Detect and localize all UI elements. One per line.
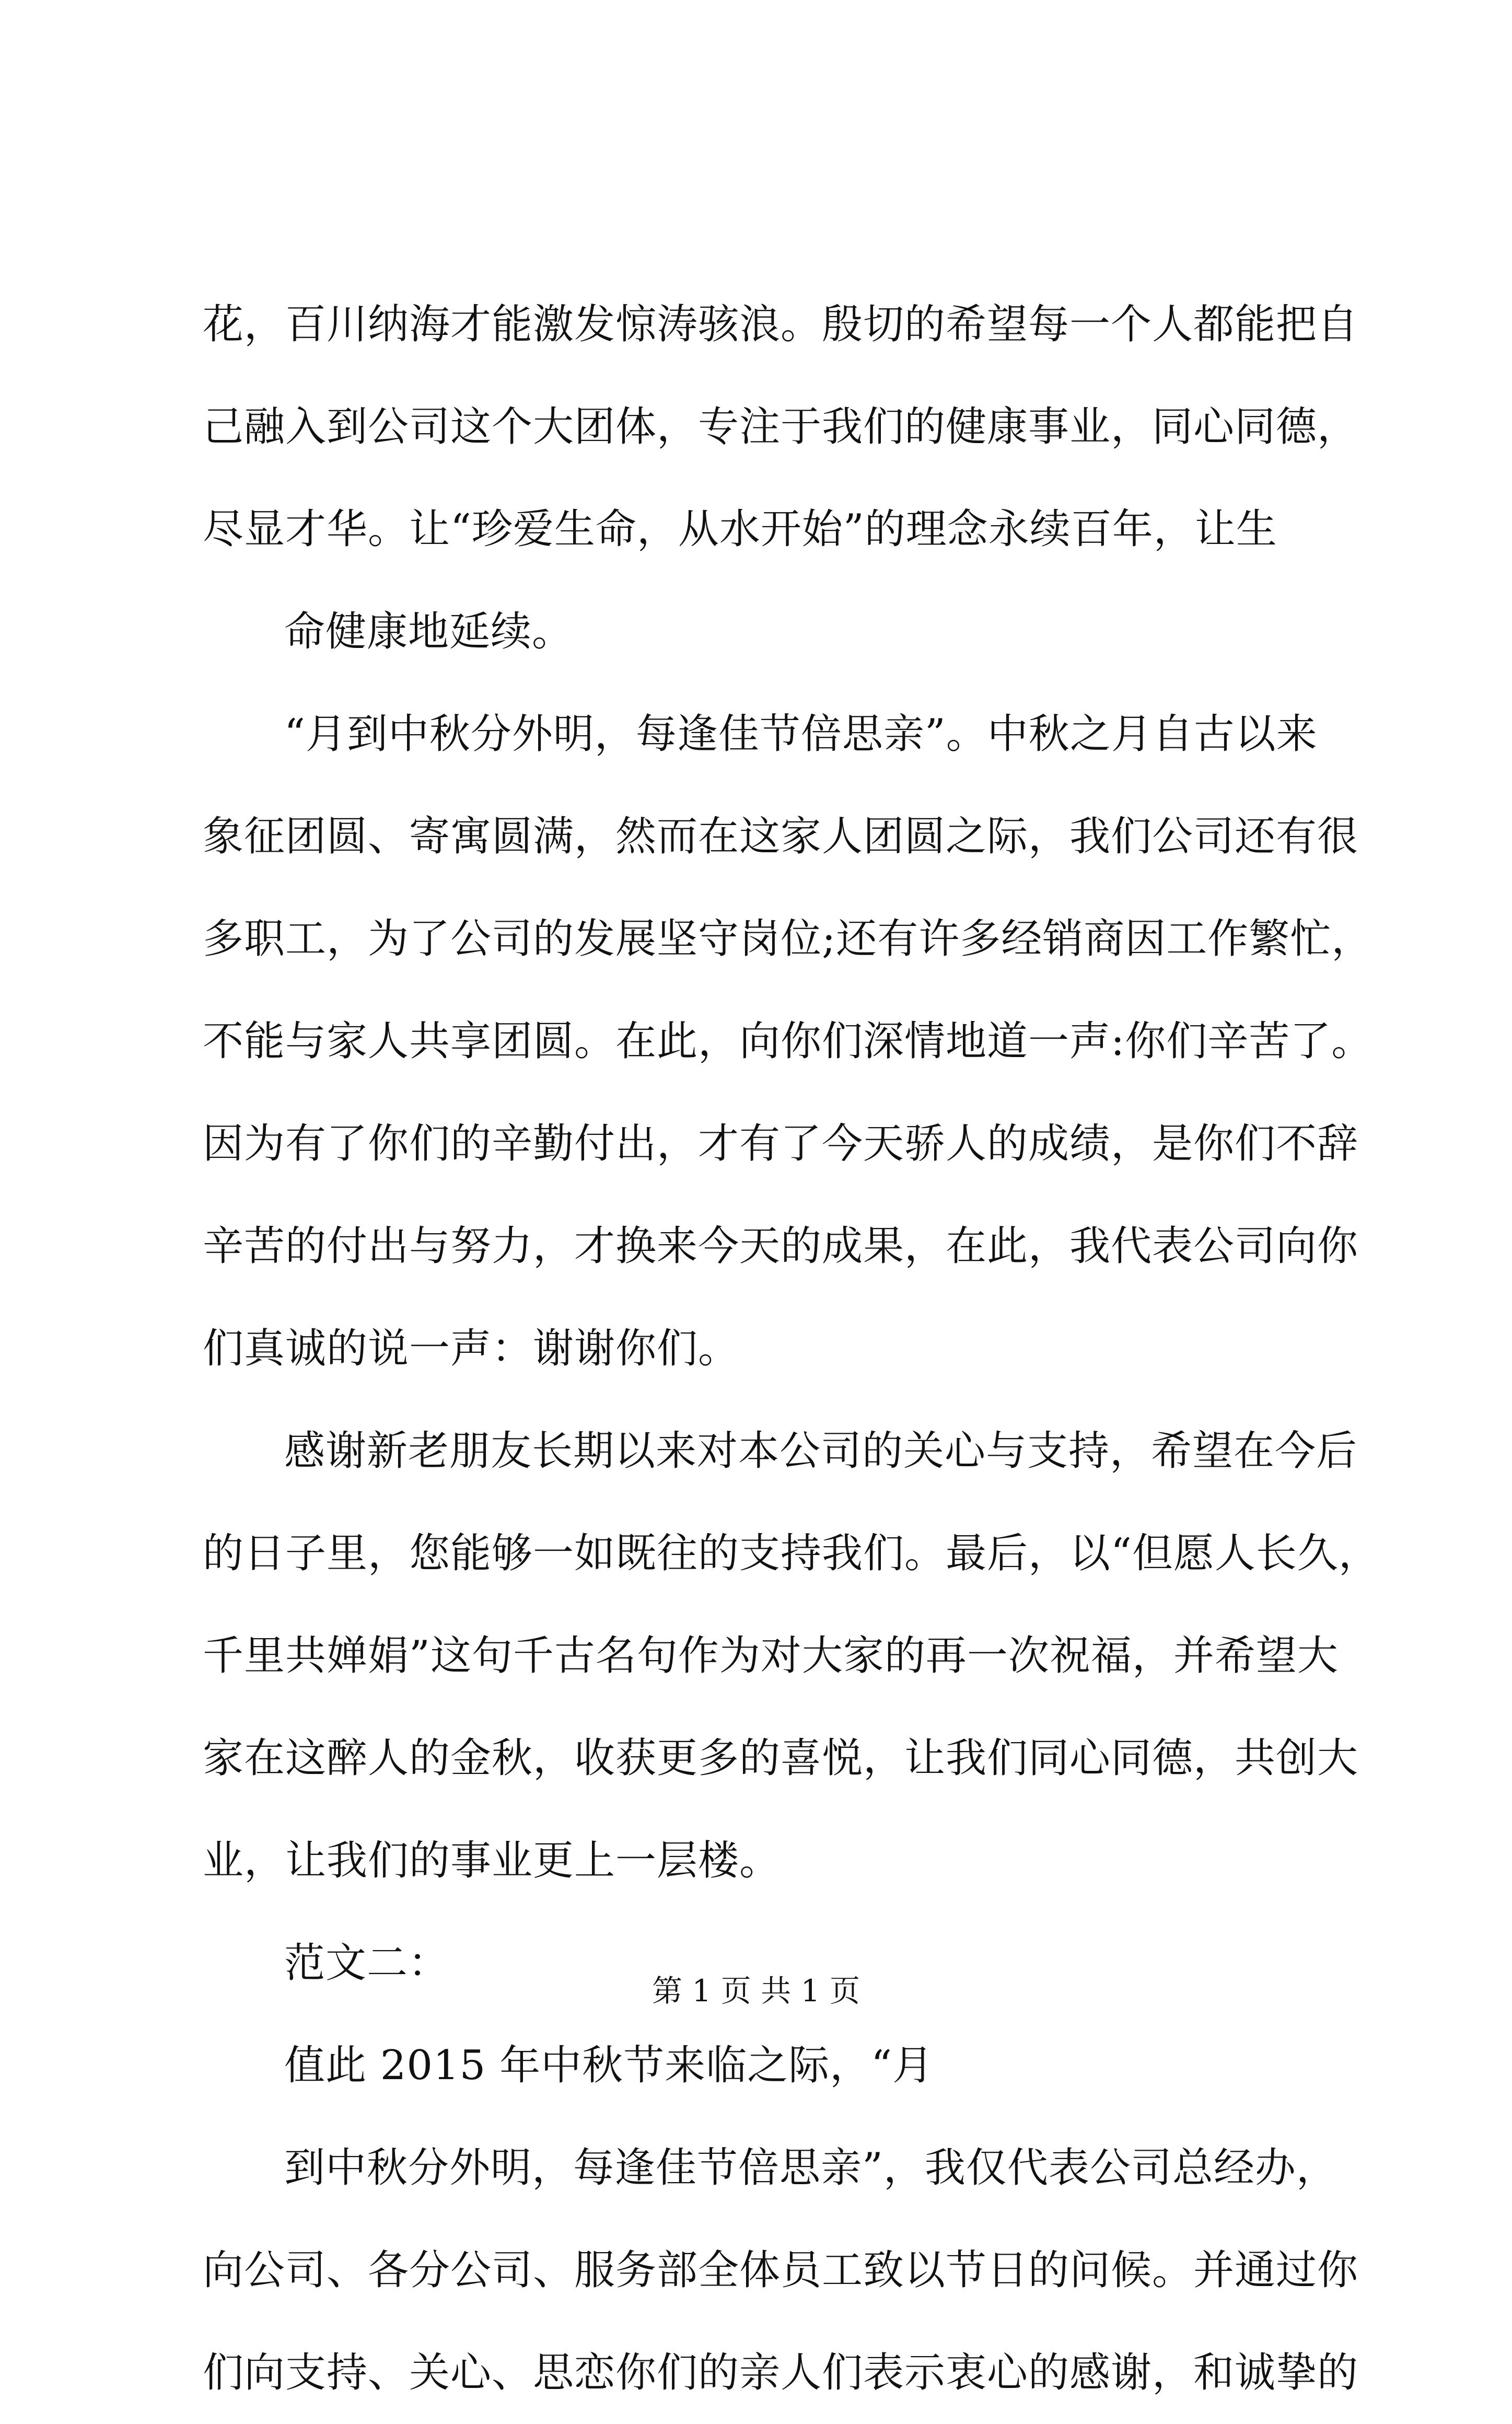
text-line: 尽显才华。让“珍爱生命，从水开始”的理念永续百年，让生	[203, 506, 1277, 553]
text-line: 的日子里，您能够一如既往的支持我们。最后，以“但愿人长久，	[203, 1530, 1380, 1577]
text-line: “月到中秋分外明，每逢佳节倍思亲”。中秋之月自古以来	[284, 711, 1318, 758]
text-line: 花，百川纳海才能激发惊涛骇浪。殷切的希望每一个人都能把自	[203, 301, 1359, 348]
text-line: 到中秋分外明，每逢佳节倍思亲”，我仅代表公司总经办，	[284, 2144, 1337, 2191]
text-line: 们真诚的说一声：谢谢你们。	[203, 1325, 740, 1372]
text-line: 多职工，为了公司的发展坚守岗位;还有许多经销商因工作繁忙，	[203, 915, 1373, 962]
text-line: 业，让我们的事业更上一层楼。	[203, 1837, 781, 1884]
text-line: 们向支持、关心、思恋你们的亲人们表示衷心的感谢，和诚挚的	[203, 2349, 1359, 2396]
document-body	[203, 273, 1380, 2424]
text-line: 向公司、各分公司、服务部全体员工致以节日的问候。并通过你	[203, 2247, 1359, 2294]
text-line: 命健康地延续。	[284, 608, 574, 655]
text-line: 辛苦的付出与努力，才换来今天的成果，在此，我代表公司向你	[203, 1223, 1359, 1270]
text-line: 家在这醉人的金秋，收获更多的喜悦，让我们同心同德，共创大	[203, 1735, 1359, 1782]
text-line: 千里共婵娟”这句千古名句作为对大家的再一次祝福，并希望大	[203, 1632, 1339, 1679]
text-line: 感谢新老朋友长期以来对本公司的关心与支持，希望在今后	[284, 1428, 1358, 1475]
text-line: 象征团圆、寄寓圆满，然而在这家人团圆之际，我们公司还有很	[203, 813, 1359, 860]
text-line: 值此 2015 年中秋节来临之际，“月	[284, 2042, 934, 2089]
text-line: 因为有了你们的辛勤付出，才有了今天骄人的成绩，是你们不辞	[203, 1120, 1359, 1167]
text-line: 己融入到公司这个大团体，专注于我们的健康事业，同心同德，	[203, 403, 1359, 450]
text-line: 范文二：	[284, 1940, 450, 1987]
page-footer: 第 1 页 共 1 页	[652, 1973, 860, 2009]
text-line: 不能与家人共享团圆。在此，向你们深情地道一声:你们辛苦了。	[203, 1018, 1373, 1065]
